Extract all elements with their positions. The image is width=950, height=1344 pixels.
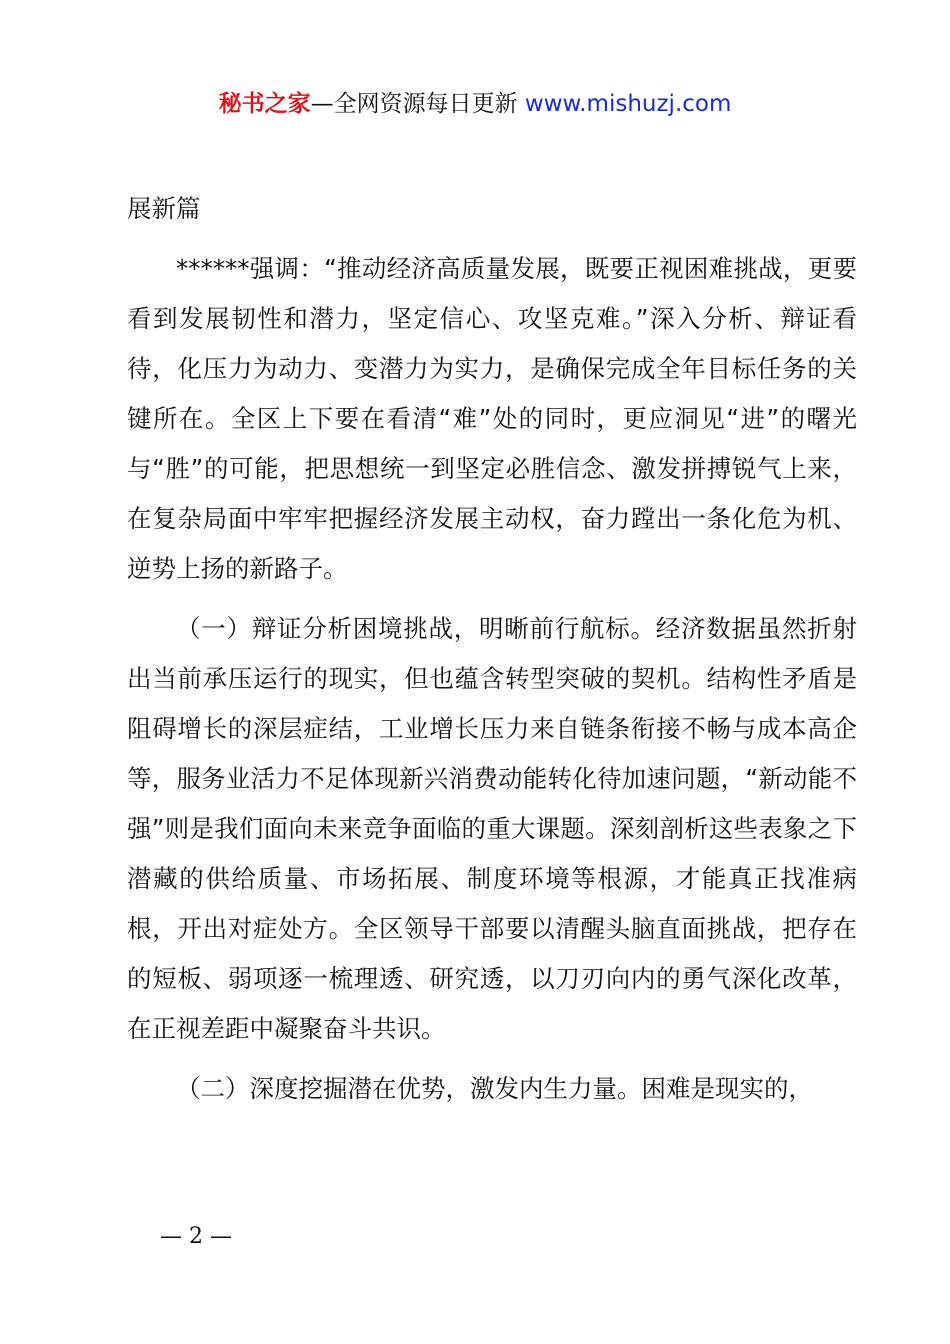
- body-paragraph-section-1: （一）辩证分析困境挑战，明晰前行航标。经济数据虽然折射出当前承压运行的现实，但也蕴含转型突破的契机。结构性矛盾是阻碍增长的深层症结，工业增长压力来自链条衔接不畅与成本高企等，服务业活力不足体现新兴消费动能转化待加速问题，“新动能不强”则是我们面向未来竞争面临的重大课题。深刻剖析这些表象之下潜藏的供给质量、市场拓展、制度环境等根源，才能真正找准病根，开出对症处方。全区领导干部要以清醒头脑直面挑战，把存在的短板、弱项逐一梳理透、研究透，以刀刃向内的勇气深化改革，在正视差距中凝聚奋斗共识。: [127, 614, 857, 1043]
- site-header: [0, 88, 950, 120]
- page-number: — 2 —: [160, 1224, 232, 1249]
- document-body: [127, 184, 857, 1124]
- body-paragraph-intro: ******强调：“推动经济高质量发展，既要正视困难挑战，更要看到发展韧性和潜力，坚定信心、攻坚克难。”深入分析、辩证看待，化压力为动力、变潜力为实力，是确保完成全年目标任务的关键所在。全区上下要在看清“难”处的同时，更应洞见“进”的曙光与“胜”的可能，把思想统一到坚定必胜信念、激发拼搏锐气上来，在复杂局面中牢牢把握经济发展主动权，奋力蹚出一条化危为机、逆势上扬的新路子。: [127, 254, 857, 583]
- header-slogan: —全网资源每日更新: [310, 91, 525, 117]
- site-url-link[interactable]: www.mishuzj.com: [524, 91, 732, 117]
- body-paragraph-section-2: （二）深度挖掘潜在优势，激发内生力量。困难是现实的，: [176, 1074, 813, 1103]
- continuation-line: 展新篇: [127, 194, 201, 223]
- brand-name: 秘书之家: [218, 91, 311, 117]
